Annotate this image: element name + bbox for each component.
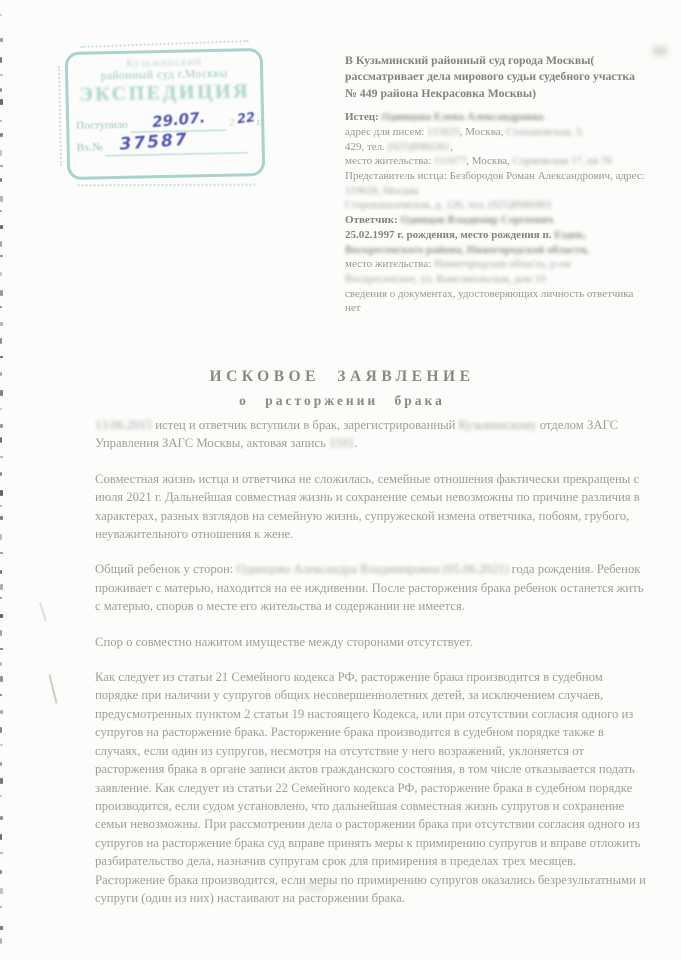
- stamp-court-name-line2: районный суд г.Москвы: [100, 67, 228, 83]
- scan-edge-mark: [0, 870, 2, 874]
- redacted-text: Стахановская, 3,: [506, 125, 584, 138]
- scan-edge-mark: [0, 178, 2, 182]
- scan-edge-mark: [0, 938, 2, 944]
- scan-edge-mark: [0, 888, 3, 894]
- scan-edge-mark: [0, 852, 3, 854]
- handwritten-incoming-number: 37587: [118, 129, 190, 155]
- paragraph-law-citations: Как следует из статьи 21 Семейного кодекса РФ, расторжение брака производится в судебном порядке при наличии у супругов общих несовершеннолетних детей, за исключением случаев, предусмотренных пунктом 2 статьи 19 настоящего Кодекса, или при отсутствии согласия одного из супругов на расторжение брака. Расторжение брака производится в судебном порядке также в случаях, если один из супругов, несмотря на отсутствие у него возражений, уклоняется от расторжения брака в органе записи актов гражданского состояния, в том числе отказывается подать заявление. Как следует из статьи 22 Семейного кодекса РФ, расторжение брака в судебном порядке производится, если судом установлено, что дальнейшая совместная жизнь супругов и сохранение семьи невозможны. При рассмотрении дела о расторжении брака при отсутствии согласия одного из супругов на расторжение брака суд вправе принять меры к примирению супругов и вправе отложить разбирательство дела, назначив супругам срок для примирения в пределах трех месяцев. Расторжение брака производится, если меры по примирению супругов оказались безрезультатными и супруги (один из них) настаивают на расторжении брака.: [95, 670, 646, 905]
- title-line2: о расторжении брака: [239, 393, 445, 408]
- text-segment: , Москва,: [466, 155, 513, 168]
- redacted-text: 1591: [329, 436, 355, 451]
- stamp-year-printed: 2: [229, 116, 235, 129]
- redacted-text: Одинцов Владимир Сергеевич: [400, 214, 554, 227]
- redacted-text: (925)8980281: [387, 140, 451, 153]
- scan-edge-mark: [0, 584, 3, 590]
- parties-info: [345, 110, 645, 316]
- scan-edge-mark: [0, 408, 2, 410]
- scan-edge-mark: [0, 225, 3, 229]
- scan-edge-mark: [0, 255, 3, 257]
- scan-edge-mark: [0, 762, 2, 766]
- stamp-microtext: [77, 184, 255, 187]
- document-title: [42, 368, 642, 409]
- scan-edge-mark: [0, 694, 2, 696]
- redacted-text: 13.06.2015: [95, 418, 153, 432]
- text-segment: сведения о документах, удостоверяющих личность ответчика нет: [345, 287, 634, 315]
- scan-edge-mark: [0, 424, 3, 428]
- document-body: [95, 416, 647, 924]
- scan-edge-mark: [0, 795, 2, 797]
- scan-edge-mark: [0, 516, 3, 520]
- stamp-court-name-line1: Кузьминский: [125, 56, 203, 70]
- stamp-microtext: [81, 40, 249, 48]
- text-segment: Общий ребенок у сторон:: [95, 562, 237, 577]
- scan-edge-mark: [0, 38, 3, 42]
- scan-edge-mark: [0, 356, 3, 358]
- stamp-year-suffix: г.: [256, 115, 263, 129]
- scan-edge-mark: [0, 322, 3, 326]
- text-segment: Истец:: [345, 111, 382, 124]
- redacted-text: Одинцова Александра Владимировна (05.06.2021): [236, 562, 509, 577]
- scan-edge-mark: [0, 778, 3, 784]
- scan-edge-mark: [0, 710, 3, 714]
- scan-edge-mark: [0, 662, 2, 666]
- stamp-expedition-title: ЭКСПЕДИЦИЯ: [78, 80, 251, 106]
- scan-edge-mark: [0, 196, 3, 202]
- redacted-text: Нижегородской области,: [466, 243, 589, 256]
- text-segment: .: [354, 436, 358, 451]
- scan-edge-mark: [0, 744, 3, 746]
- scan-edge-mark: [0, 372, 2, 376]
- text-segment: 429, тел.: [345, 140, 388, 153]
- scan-edge-mark: [0, 74, 3, 76]
- scan-edge-mark: [0, 570, 2, 574]
- scan-edge-mark: [0, 88, 2, 92]
- scan-edge-mark: [0, 437, 2, 443]
- scan-edge-mark: [0, 648, 3, 650]
- stamp-number-underline: [105, 129, 247, 156]
- scan-edge-mark: [0, 727, 2, 733]
- scan-edge-mark: [0, 306, 2, 308]
- redacted-text: 111677: [434, 155, 467, 168]
- redacted-text: Старокачаловская, д. 120, тел. (925)8986983: [345, 199, 551, 212]
- scan-edge-mark: [0, 165, 3, 167]
- scan-smudge: [652, 46, 668, 56]
- stamp-incoming-label: Вх.№: [76, 141, 103, 154]
- scan-edge-mark: [0, 14, 2, 16]
- handwritten-received-date: 29.07.: [151, 108, 206, 132]
- redacted-text: Воскресенского района,: [345, 243, 467, 256]
- text-segment: ,: [450, 140, 453, 153]
- stamp-incoming-row: [76, 129, 254, 157]
- scan-edge-mark: [0, 816, 3, 820]
- redacted-text: Нижегородская область, р-он Воскресенское, ул. Комсомольская, дом 10: [345, 258, 571, 285]
- text-segment: года рождения. Ребенок проживает с матерью, находится на ее иждивении. После расторжения брака ребенок останется жить с матерью, споров о месте его жительства и содержании не имеется.: [95, 562, 644, 614]
- title-line1: ИСКОВОЕ ЗАЯВЛЕНИЕ: [209, 368, 475, 385]
- scan-edge-mark: [0, 490, 3, 496]
- redacted-text: 119628, Москва: [345, 184, 419, 197]
- scan-edge-mark: [0, 534, 2, 540]
- text-segment: место жительства:: [345, 155, 435, 168]
- scan-edge-mark: [0, 505, 2, 507]
- text-segment: Ответчик:: [345, 214, 401, 227]
- scan-edge-mark: [0, 630, 2, 636]
- redacted-text: 115625: [427, 125, 460, 138]
- scan-edge-mark: [0, 456, 3, 458]
- scan-edge-mark: [0, 906, 2, 908]
- scan-edge-mark: [0, 597, 2, 599]
- scan-edge-mark: [0, 834, 2, 840]
- scan-edge-mark: [0, 390, 3, 396]
- paragraph-property: Спор о совместно нажитом имуществе между сторонами отсутствует.: [95, 634, 473, 649]
- redacted-text: Ездок,: [554, 228, 586, 241]
- scan-edge-mark: [0, 614, 3, 618]
- stamp-received-label: Поступило: [76, 118, 128, 132]
- scan-edge-mark: [0, 272, 2, 276]
- scan-edge-mark: [0, 210, 2, 212]
- court-address: В Кузьминский районный суд города Москвы( рассматривает дела мирового судьи судебного участка № 449 района Некрасовка Москвы): [345, 53, 635, 100]
- scan-edge-mark: [0, 676, 3, 682]
- stamp-microtext: [58, 66, 62, 166]
- handwritten-year: 22: [235, 110, 256, 128]
- scan-edge-mark: [0, 133, 3, 137]
- text-segment: адрес для писем:: [345, 125, 428, 138]
- paragraph-child: [95, 560, 647, 615]
- text-segment: 25.02.1997 г. рождения, место рождения п.: [345, 228, 555, 241]
- text-segment: истец и ответчик вступили в брак, зарегистрированный: [152, 418, 459, 432]
- scan-edge-mark: [0, 290, 3, 296]
- scan-edge-mark: [0, 926, 3, 930]
- scan-edge-mark: [0, 120, 2, 122]
- text-segment: Представитель истца: Безбородов Роман Александрович, адрес:: [345, 170, 645, 183]
- court-expedition-stamp: [65, 48, 266, 180]
- scan-edge-mark: [0, 150, 2, 156]
- pencil-mark: [39, 602, 47, 621]
- court-header-block: [345, 52, 645, 316]
- scan-edge-mark: [0, 241, 2, 247]
- scan-edge-mark: [0, 338, 2, 344]
- text-segment: отделом ЗАГС Управления ЗАГС Москвы, актовая запись: [95, 418, 619, 451]
- redacted-text: Одинцова Елена Александровна: [381, 111, 544, 124]
- redacted-text: Кузьминскому: [458, 418, 537, 432]
- redacted-text: Сормовская 17, кв 76: [512, 155, 612, 168]
- scan-edge-mark: [0, 99, 3, 105]
- scan-edge-mark: [0, 57, 2, 63]
- text-segment: место жительства:: [345, 258, 435, 271]
- text-segment: , Москва,: [459, 125, 507, 138]
- paragraph-marriage: [95, 416, 647, 453]
- paragraph-separation: Совместная жизнь истца и ответчика не сложилась, семейные отношения фактически прекращены с июля 2021 г. Дальнейшая совместная жизнь и сохранение семьи невозможны по причине различия в характерах, разных взглядов на семейную жизнь, супружеской измена ответчика, побоям, грубого, неуважительного отношения к жене.: [95, 471, 640, 542]
- pencil-mark: [48, 674, 57, 704]
- scan-edge-mark: [0, 552, 3, 554]
- scan-edge-mark: [0, 472, 2, 476]
